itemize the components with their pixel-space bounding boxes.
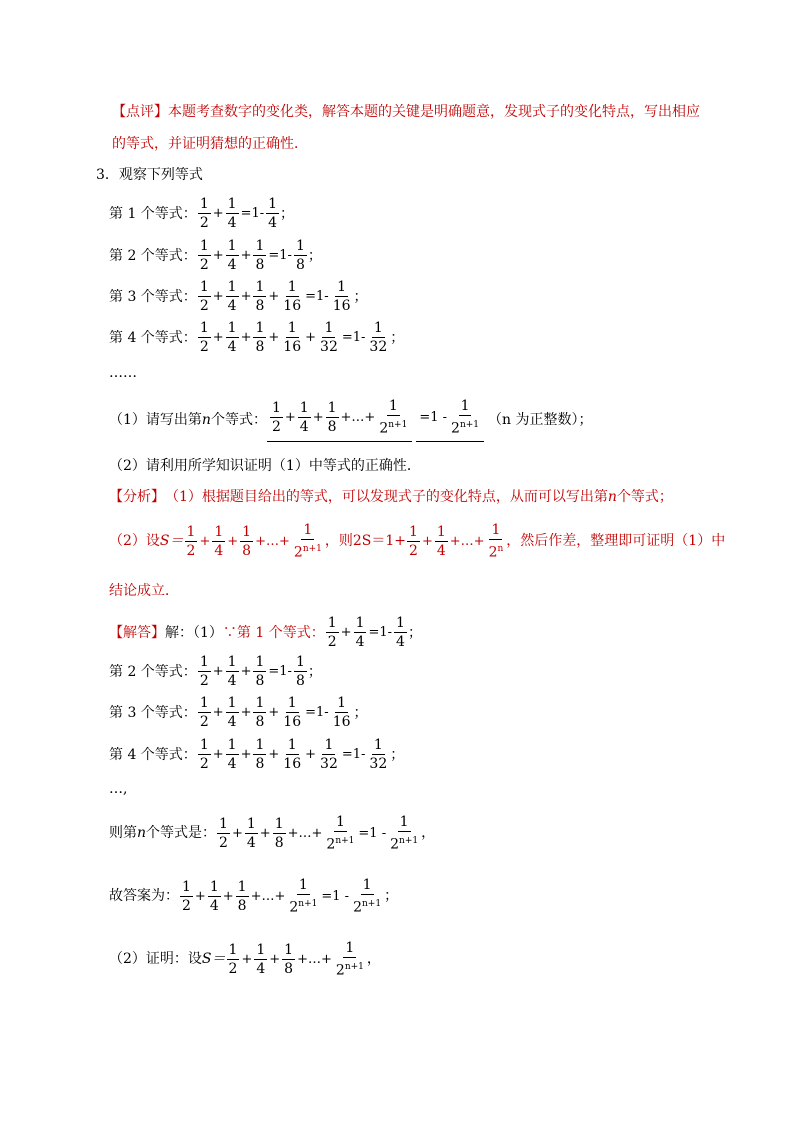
question-2: （2）请利用所学知识证明（1）中等式的正确性． bbox=[109, 458, 421, 474]
solution-dots: …, bbox=[109, 781, 128, 797]
equation-label: 第 1 个等式： bbox=[109, 205, 197, 222]
equation-label: 第 4 个等式： bbox=[109, 329, 197, 346]
comment-tag: 【点评】 bbox=[112, 104, 168, 120]
solution-equation-3: 第 3 个等式： 1 2 + $\frac{1}{4}$ + $\frac{1}{8}$ + $\frac{1}{16}$ =1- 1 16 ； bbox=[109, 695, 368, 730]
fraction: $\frac{1}{4}$ bbox=[227, 196, 237, 231]
comment-text-1: 本题考查数字的变化类，解答本题的关键是明确题意，发现式子的变化特点，写出相应 bbox=[168, 104, 700, 120]
fraction: 1 2 bbox=[199, 196, 209, 231]
equation-3: 第 3 个等式： 1 2 + $\frac{1}{4}$ + $\frac{1}{8}$ + $\frac{1}{16}$ =1- 1 16 ； bbox=[109, 279, 368, 314]
equation-label: 第 3 个等式： bbox=[109, 288, 197, 305]
equation-1: 第 1 个等式： 1 2 + $\frac{1}{4}$ =1- 1 4 ； bbox=[109, 196, 295, 231]
solution-equation-4: 第 4 个等式： 1 2 + $\frac{1}{4}$ + $\frac{1}{8}$ + $\frac{1}{16}$ + $\frac{1}{32}$ =1- 1 32 ； bbox=[109, 737, 405, 772]
solution-line-1: 【解答】 解：（1） ∵第 1 个等式： 1 2 + $\frac{1}{4}$ =1- 1 4 ； bbox=[109, 615, 422, 650]
answer-blank-right: =1 - 1 $2^{n+1}$ bbox=[416, 398, 484, 442]
proof-line: （2）证明：设 S＝ 1 2 + $\frac{1}{4}$ + $\frac{1}{8}$ +…+ $\frac{1}{2^{n+1}}$ ， bbox=[109, 940, 381, 979]
nth-equation: 则第 n 个等式是： 1 2 + $\frac{1}{4}$ + $\frac{1}{8}$ +…+ $\frac{1}{2^{n+1}}$ =1 - 1 $2^{n+1}$ ， bbox=[109, 814, 436, 853]
equation-label: 第 2 个等式： bbox=[109, 247, 197, 264]
analysis-tag: 【分析】 bbox=[109, 489, 165, 505]
comment-text-2: 的等式，并证明猜想的正确性． bbox=[112, 136, 308, 152]
ellipsis: …… bbox=[109, 365, 137, 381]
comment-line-2 bbox=[112, 137, 308, 151]
answer-line: 故答案为： 1 2 + $\frac{1}{4}$ + $\frac{1}{8}$ +…+ $\frac{1}{2^{n+1}}$ =1 - 1 $2^{n+1}$ ； bbox=[109, 877, 399, 916]
analysis-line-1: 【分析】 （1）根据题目给出的等式，可以发现式子的变化特点，从而可以写出第 n 个等式； bbox=[109, 489, 673, 505]
equation-4: 第 4 个等式： 1 2 + $\frac{1}{4}$ + $\frac{1}{8}$ + $\frac{1}{16}$ + $\frac{1}{32}$ =1- 1 32 ； bbox=[109, 320, 405, 355]
equation-2: 第 2 个等式： 1 2 + $\frac{1}{4}$ + $\frac{1}{8}$ =1- 1 8 ； bbox=[109, 238, 322, 273]
analysis-line-2: （2）设 S＝ 1 2 + $\frac{1}{4}$ + $\frac{1}{8}$ +…+ $\frac{1}{2^{n+1}}$ ，则 2S＝ 1+ $\frac{1}{2}$ + $\frac{1}{4}$ +…+ $\frac{1}{2^n}$ ，然后作差，整理即可证明（1）中 bbox=[109, 522, 726, 561]
answer-blank-left: 1 2 + $\frac{1}{4}$ + $\frac{1}{8}$ +…+ $\frac{1}{2^{n+1}}$ bbox=[267, 398, 412, 442]
comment-line-1 bbox=[112, 105, 700, 119]
fraction: 1 4 bbox=[268, 196, 278, 231]
problem-header: 3．观察下列等式 bbox=[96, 167, 203, 183]
solution-tag: 【解答】 bbox=[109, 624, 165, 641]
question-1: （1）请写出第 n 个等式： 1 2 + $\frac{1}{4}$ + $\frac{1}{8}$ +…+ $\frac{1}{2^{n+1}}$ =1 - 1 $2^{n+1}$ （n 为正整数）； bbox=[109, 398, 593, 442]
solution-equation-2: 第 2 个等式： 1 2 + $\frac{1}{4}$ + $\frac{1}{8}$ =1- 1 8 ； bbox=[109, 654, 322, 689]
analysis-line-3: 结论成立． bbox=[109, 583, 179, 599]
